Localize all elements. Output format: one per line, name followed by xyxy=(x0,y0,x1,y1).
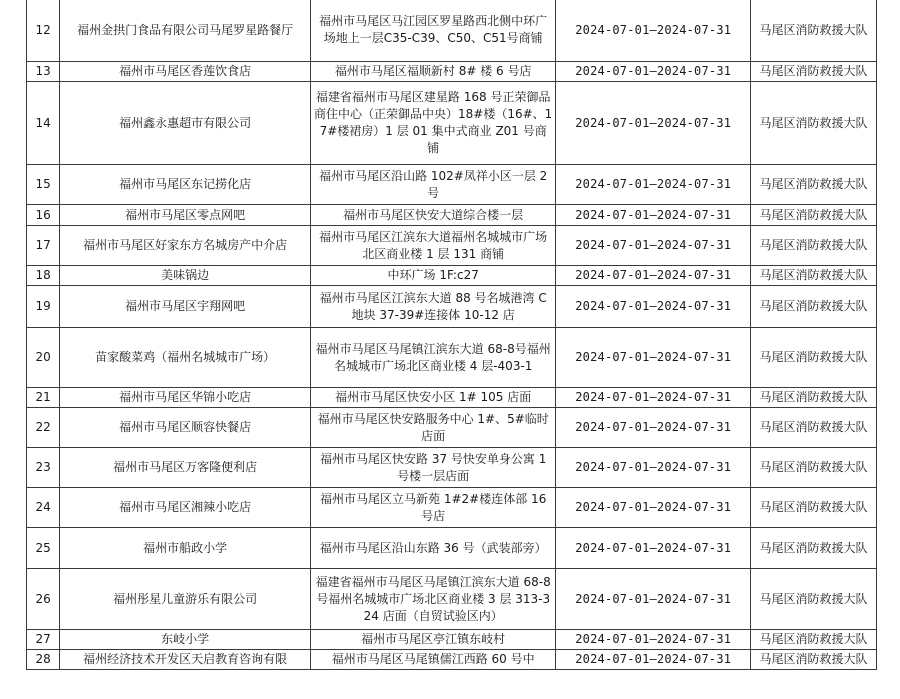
unit-name: 美味锅边 xyxy=(60,266,311,286)
unit-address: 福州市马尾区沿山路 102#凤祥小区一层 2 号 xyxy=(311,165,556,205)
inspection-period: 2024-07-01—2024-07-31 xyxy=(556,165,751,205)
unit-name: 福州经济技术开发区天启教育咨询有限 xyxy=(60,650,311,670)
inspection-period: 2024-07-01—2024-07-31 xyxy=(556,388,751,408)
inspecting-unit: 马尾区消防救援大队 xyxy=(751,528,877,569)
inspection-period: 2024-07-01—2024-07-31 xyxy=(556,62,751,82)
row-number: 14 xyxy=(27,82,60,165)
inspecting-unit: 马尾区消防救援大队 xyxy=(751,165,877,205)
row-number: 17 xyxy=(27,226,60,266)
inspection-period: 2024-07-01—2024-07-31 xyxy=(556,0,751,62)
table-row xyxy=(27,62,877,82)
row-number: 18 xyxy=(27,266,60,286)
table-row xyxy=(27,448,877,488)
table-row xyxy=(27,226,877,266)
unit-name: 东岐小学 xyxy=(60,630,311,650)
row-number: 26 xyxy=(27,569,60,630)
unit-address: 福州市马尾区马江园区罗星路西北侧中环广场地上一层C35-C39、C50、C51号商铺 xyxy=(311,0,556,62)
table-row xyxy=(27,266,877,286)
table-row xyxy=(27,205,877,226)
inspection-period: 2024-07-01—2024-07-31 xyxy=(556,82,751,165)
inspection-period: 2024-07-01—2024-07-31 xyxy=(556,266,751,286)
unit-address: 福州市马尾区马尾镇江滨东大道 68-8号福州名城城市广场北区商业楼 4 层-403-1 xyxy=(311,328,556,388)
unit-address: 福州市马尾区江滨东大道福州名城城市广场北区商业楼 1 层 131 商铺 xyxy=(311,226,556,266)
unit-address: 福州市马尾区快安小区 1# 105 店面 xyxy=(311,388,556,408)
row-number: 24 xyxy=(27,488,60,528)
row-number: 22 xyxy=(27,408,60,448)
inspecting-unit: 马尾区消防救援大队 xyxy=(751,630,877,650)
row-number: 23 xyxy=(27,448,60,488)
unit-address: 福建省福州市马尾区马尾镇江滨东大道 68-8 号福州名城城市广场北区商业楼 3 层 313-324 店面（自贸试验区内） xyxy=(311,569,556,630)
unit-address: 福州市马尾区马尾镇儒江西路 60 号中 xyxy=(311,650,556,670)
table-row xyxy=(27,650,877,670)
unit-name: 福州市马尾区零点网吧 xyxy=(60,205,311,226)
unit-name: 福州市马尾区万客隆便利店 xyxy=(60,448,311,488)
inspecting-unit: 马尾区消防救援大队 xyxy=(751,408,877,448)
inspection-period: 2024-07-01—2024-07-31 xyxy=(556,286,751,328)
row-number: 13 xyxy=(27,62,60,82)
unit-name: 福州彤星儿童游乐有限公司 xyxy=(60,569,311,630)
unit-address: 福建省福州市马尾区建星路 168 号正荣御品商住中心（正荣御品中央）18#楼（16#、17#楼裙房）1 层 01 集中式商业 Z01 号商铺 xyxy=(311,82,556,165)
inspecting-unit: 马尾区消防救援大队 xyxy=(751,266,877,286)
inspection-period: 2024-07-01—2024-07-31 xyxy=(556,226,751,266)
unit-name: 福州市马尾区香莲饮食店 xyxy=(60,62,311,82)
inspecting-unit: 马尾区消防救援大队 xyxy=(751,569,877,630)
unit-name: 福州鑫永惠超市有限公司 xyxy=(60,82,311,165)
inspecting-unit: 马尾区消防救援大队 xyxy=(751,650,877,670)
inspecting-unit: 马尾区消防救援大队 xyxy=(751,388,877,408)
row-number: 12 xyxy=(27,0,60,62)
inspection-period: 2024-07-01—2024-07-31 xyxy=(556,569,751,630)
table-row xyxy=(27,528,877,569)
inspection-period: 2024-07-01—2024-07-31 xyxy=(556,408,751,448)
inspecting-unit: 马尾区消防救援大队 xyxy=(751,62,877,82)
table-row xyxy=(27,165,877,205)
unit-name: 福州市马尾区东记捞化店 xyxy=(60,165,311,205)
row-number: 20 xyxy=(27,328,60,388)
inspecting-unit: 马尾区消防救援大队 xyxy=(751,226,877,266)
inspection-period: 2024-07-01—2024-07-31 xyxy=(556,488,751,528)
unit-name: 福州市马尾区好家东方名城房产中介店 xyxy=(60,226,311,266)
unit-name: 福州市船政小学 xyxy=(60,528,311,569)
inspection-table xyxy=(26,0,877,670)
table-row xyxy=(27,630,877,650)
inspection-period: 2024-07-01—2024-07-31 xyxy=(556,205,751,226)
table-row xyxy=(27,388,877,408)
inspection-period: 2024-07-01—2024-07-31 xyxy=(556,650,751,670)
row-number: 28 xyxy=(27,650,60,670)
inspecting-unit: 马尾区消防救援大队 xyxy=(751,328,877,388)
unit-address: 福州市马尾区立马新苑 1#2#楼连体部 16 号店 xyxy=(311,488,556,528)
unit-name: 福州市马尾区宇翔网吧 xyxy=(60,286,311,328)
row-number: 15 xyxy=(27,165,60,205)
unit-name: 福州金拱门食品有限公司马尾罗星路餐厅 xyxy=(60,0,311,62)
inspecting-unit: 马尾区消防救援大队 xyxy=(751,448,877,488)
row-number: 16 xyxy=(27,205,60,226)
table-row xyxy=(27,82,877,165)
inspecting-unit: 马尾区消防救援大队 xyxy=(751,0,877,62)
unit-name: 福州市马尾区华锦小吃店 xyxy=(60,388,311,408)
inspecting-unit: 马尾区消防救援大队 xyxy=(751,82,877,165)
unit-name: 苗家酸菜鸡（福州名城城市广场） xyxy=(60,328,311,388)
inspecting-unit: 马尾区消防救援大队 xyxy=(751,286,877,328)
table-row xyxy=(27,488,877,528)
unit-name: 福州市马尾区顺容快餐店 xyxy=(60,408,311,448)
row-number: 21 xyxy=(27,388,60,408)
unit-address: 福州市马尾区快安路服务中心 1#、5#临时店面 xyxy=(311,408,556,448)
table-row xyxy=(27,408,877,448)
unit-address: 福州市马尾区江滨东大道 88 号名城港湾 C 地块 37-39#连接体 10-12 店 xyxy=(311,286,556,328)
inspecting-unit: 马尾区消防救援大队 xyxy=(751,488,877,528)
inspection-period: 2024-07-01—2024-07-31 xyxy=(556,630,751,650)
unit-address: 福州市马尾区亭江镇东岐村 xyxy=(311,630,556,650)
unit-address: 福州市马尾区福顺新村 8# 楼 6 号店 xyxy=(311,62,556,82)
unit-address: 福州市马尾区沿山东路 36 号（武装部旁） xyxy=(311,528,556,569)
unit-address: 福州市马尾区快安大道综合楼一层 xyxy=(311,205,556,226)
unit-name: 福州市马尾区湘辣小吃店 xyxy=(60,488,311,528)
unit-address: 中环广场 1F:c27 xyxy=(311,266,556,286)
unit-address: 福州市马尾区快安路 37 号快安单身公寓 1 号楼一层店面 xyxy=(311,448,556,488)
table-row xyxy=(27,569,877,630)
row-number: 25 xyxy=(27,528,60,569)
row-number: 27 xyxy=(27,630,60,650)
inspection-period: 2024-07-01—2024-07-31 xyxy=(556,448,751,488)
inspection-period: 2024-07-01—2024-07-31 xyxy=(556,528,751,569)
row-number: 19 xyxy=(27,286,60,328)
inspecting-unit: 马尾区消防救援大队 xyxy=(751,205,877,226)
table-row xyxy=(27,328,877,388)
table-row xyxy=(27,286,877,328)
table-row xyxy=(27,0,877,62)
inspection-period: 2024-07-01—2024-07-31 xyxy=(556,328,751,388)
